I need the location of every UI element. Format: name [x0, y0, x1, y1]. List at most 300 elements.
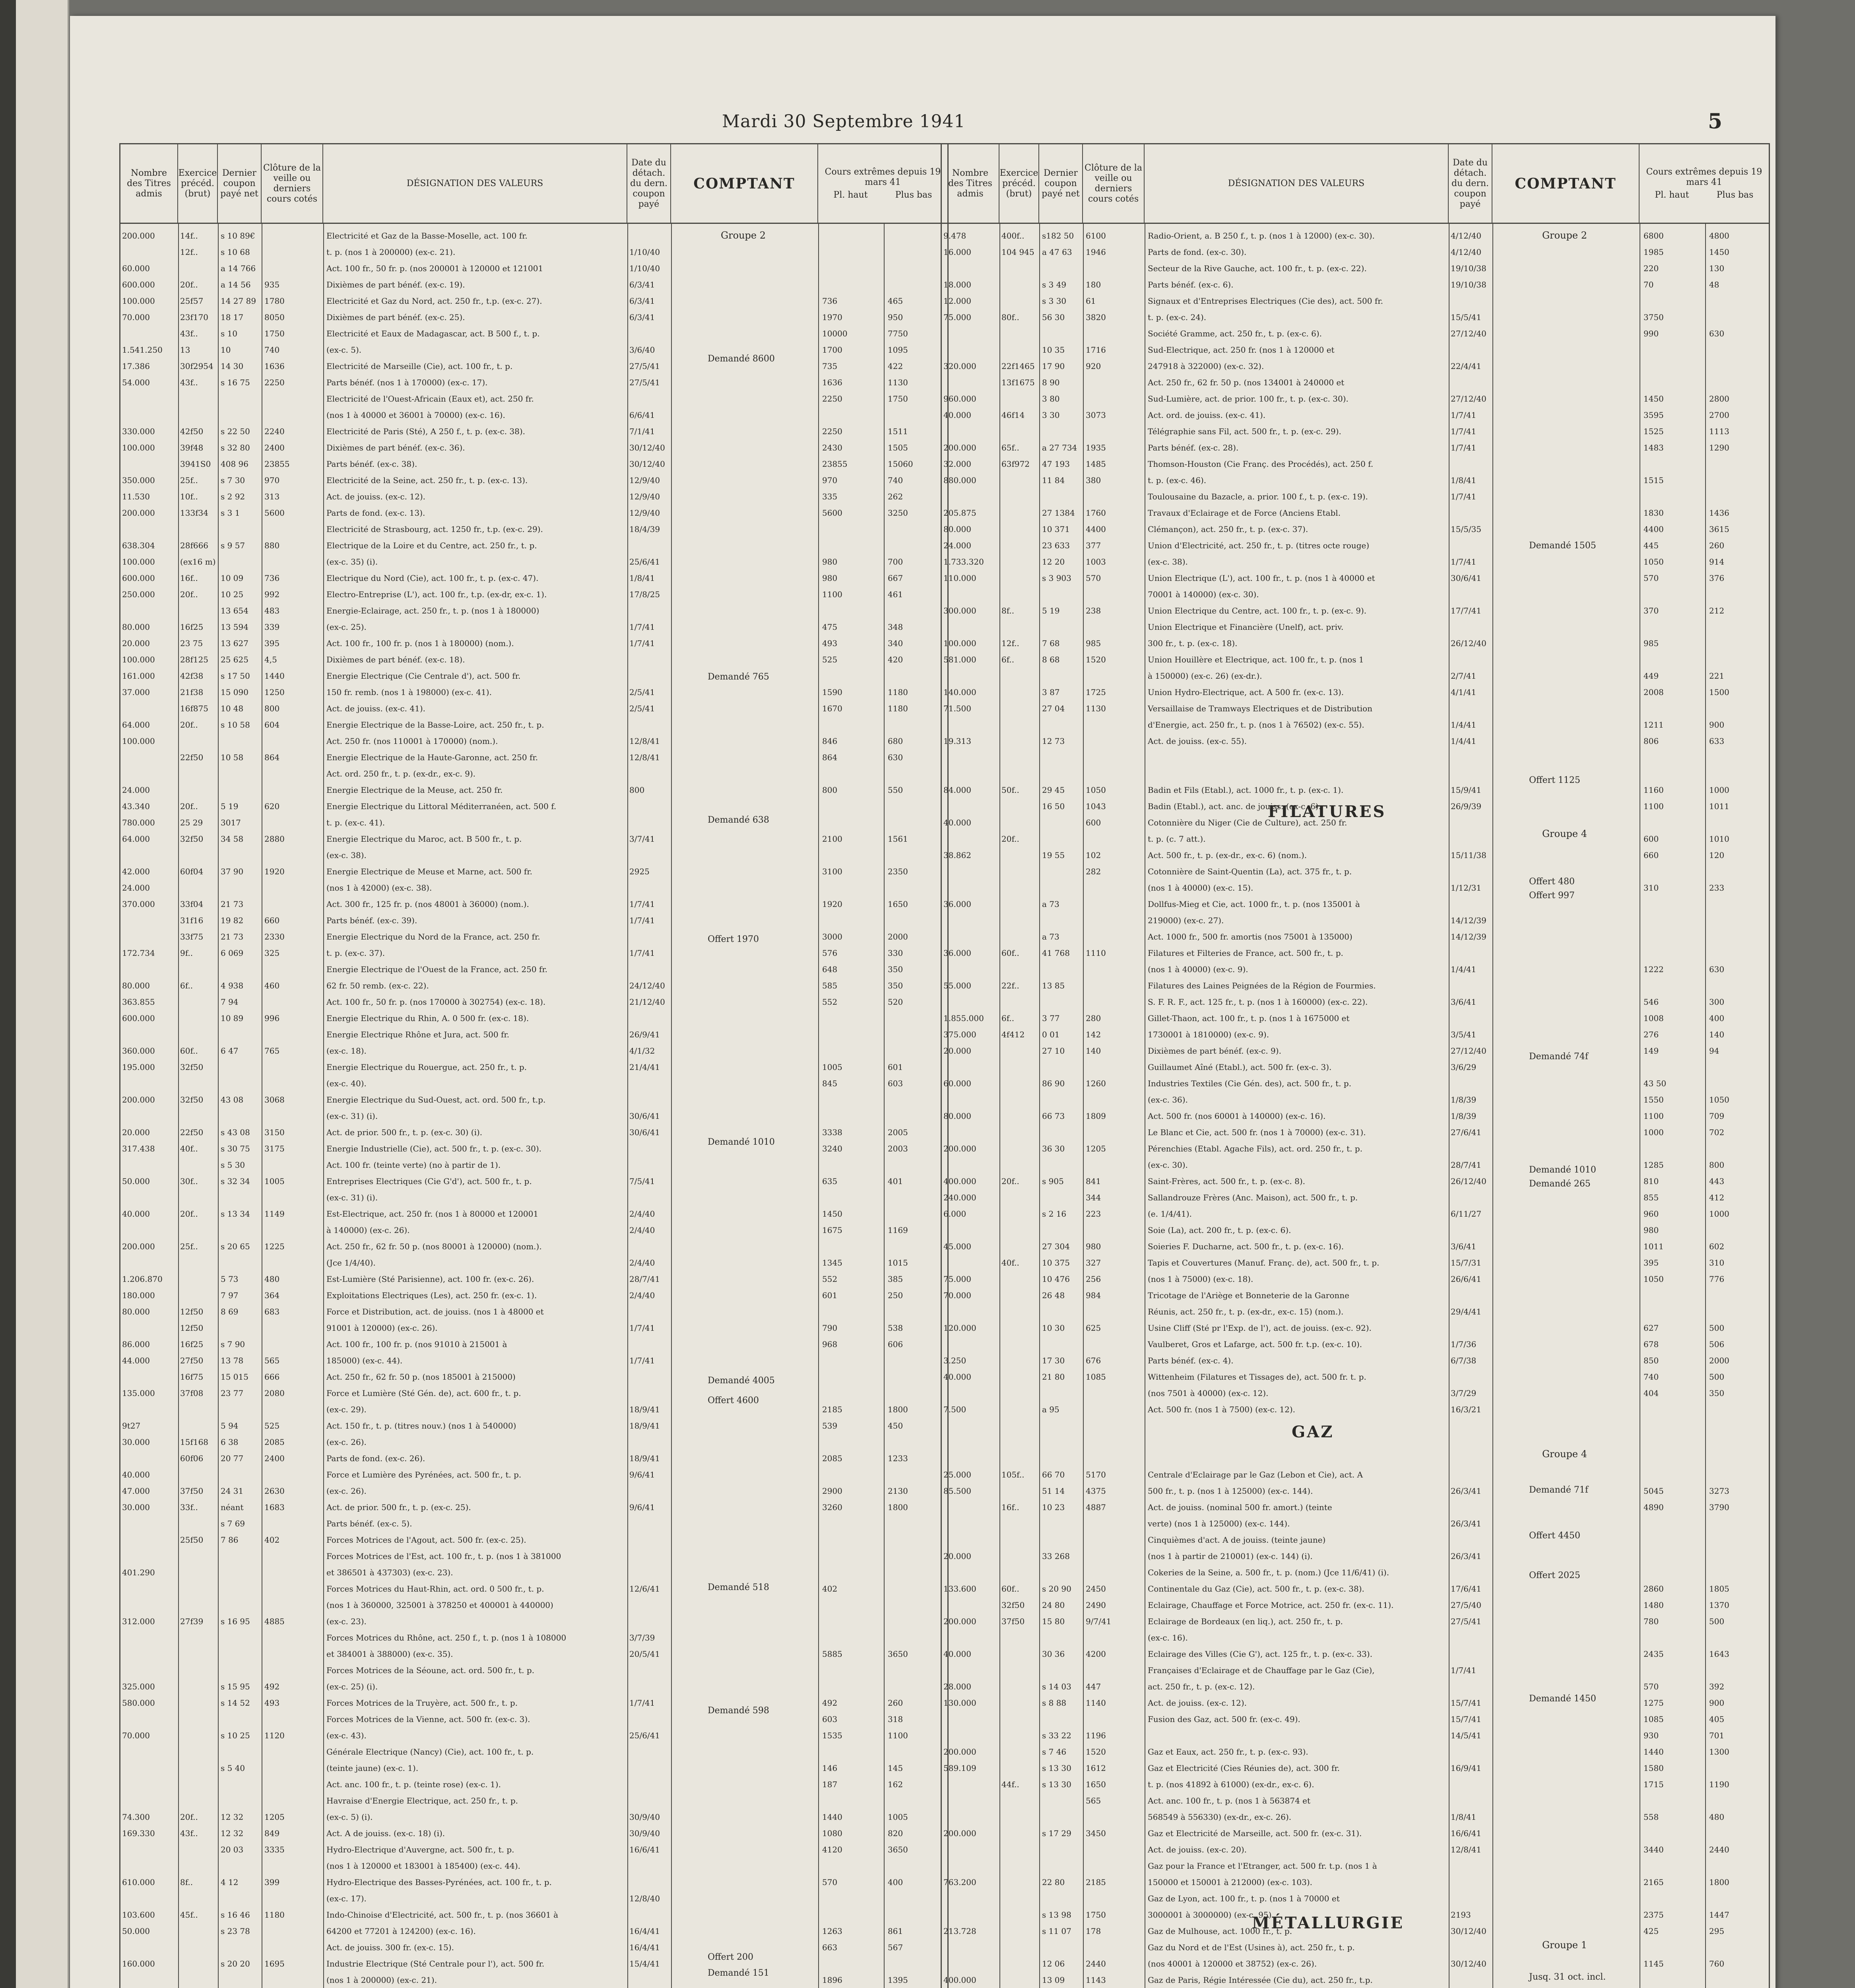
- table-row: [942, 1597, 1769, 1613]
- date-cell: 15/9/41: [1451, 785, 1482, 795]
- titres-cell: 70.000: [943, 1291, 971, 1300]
- date-cell: 6/6/41: [629, 410, 655, 420]
- coupon-cell: 7 68: [1042, 639, 1060, 648]
- date-cell: 30/6/41: [629, 1128, 660, 1137]
- plus-haut-cell: 1100: [1643, 1111, 1664, 1121]
- cloture-cell: 1149: [264, 1209, 285, 1219]
- designation-cell: 185000) (ex-c. 44).: [326, 1356, 403, 1365]
- table-row: [120, 1646, 947, 1662]
- cloture-cell: 2240: [264, 427, 285, 436]
- plus-bas-cell: 330: [888, 948, 903, 958]
- plus-bas-cell: 1805: [1709, 1584, 1729, 1594]
- table-row: [942, 1891, 1769, 1907]
- coupon-cell: 15 80: [1042, 1617, 1065, 1626]
- cloture-cell: 178: [1086, 1926, 1101, 1936]
- date-cell: 12/8/40: [629, 1894, 660, 1903]
- titres-cell: 100.000: [122, 296, 155, 306]
- designation-cell: Forces Motrices de la Vienne, act. 500 fr. (ex-c. 3).: [326, 1714, 530, 1724]
- cloture-cell: 4887: [1086, 1503, 1106, 1512]
- titres-cell: 960.000: [943, 394, 976, 404]
- coupon-cell: 13 594: [221, 622, 248, 632]
- offer-note: Offert 2025: [1529, 1571, 1581, 1580]
- col-exercice-header: Exercice précéd. (brut): [178, 144, 218, 224]
- offer-note: Demandé 1505: [1529, 541, 1596, 551]
- plus-bas-cell: 1800: [888, 1503, 908, 1512]
- date-cell: 18/9/41: [629, 1454, 660, 1463]
- coupon-cell: s 14 03: [1042, 1682, 1071, 1691]
- table-row: [942, 1418, 1769, 1434]
- plus-bas-cell: 385: [888, 1274, 903, 1284]
- designation-cell: Act. de jouiss. (ex-c. 20).: [1148, 1845, 1247, 1854]
- plus-bas-cell: 1290: [1709, 443, 1729, 452]
- table-row: [120, 912, 947, 929]
- titres-cell: 1.541.250: [122, 345, 163, 355]
- table-row: [942, 1662, 1769, 1679]
- offer-note: Offert 200: [708, 1952, 754, 1962]
- cloture-cell: 1750: [264, 329, 285, 338]
- designation-cell: (ex-c. 31) (i).: [326, 1193, 378, 1202]
- date-cell: 1/7/41: [1451, 557, 1477, 567]
- designation-cell: Hydro-Electrique des Basses-Pyrénées, act. 100 fr., t. p.: [326, 1877, 552, 1887]
- plus-haut-cell: 1005: [822, 1062, 842, 1072]
- plus-haut-cell: 3100: [822, 867, 842, 876]
- col-cloture-header: Clôture de la veille ou derniers cours cotés: [1083, 144, 1145, 224]
- cloture-cell: 3175: [264, 1144, 285, 1153]
- cloture-cell: 282: [1086, 867, 1101, 876]
- cloture-cell: 61: [1086, 296, 1096, 306]
- designation-cell: Electricité de Marseille (Cie), act. 100 fr., t. p.: [326, 361, 513, 371]
- table-row: [120, 1776, 947, 1793]
- cloture-cell: 1003: [1086, 557, 1106, 567]
- designation-cell: Filatures et Filteries de France, act. 500 fr., t. p.: [1148, 948, 1343, 958]
- date-cell: 16/4/41: [629, 1943, 660, 1952]
- designation-cell: Sallandrouze Frères (Anc. Maison), act. 500 fr., t. p.: [1148, 1193, 1358, 1202]
- designation-cell: (ex-c. 5) (i).: [326, 1812, 373, 1822]
- designation-cell: 568549 à 556330) (ex-dr., ex-c. 26).: [1148, 1812, 1292, 1822]
- plus-bas-cell: 606: [888, 1340, 903, 1349]
- designation-cell: Eclairage de Bordeaux (en liq.), act. 250 fr., t. p.: [1148, 1617, 1343, 1626]
- titres-cell: 80.000: [122, 622, 150, 632]
- cloture-cell: 280: [1086, 1013, 1101, 1023]
- designation-cell: Electricité et Gaz de la Basse-Moselle, act. 100 fr.: [326, 231, 528, 241]
- plus-bas-cell: 262: [888, 492, 903, 501]
- plus-bas-cell: 260: [888, 1698, 903, 1708]
- plus-bas-cell: 1511: [888, 427, 908, 436]
- plus-haut-cell: 493: [822, 639, 838, 648]
- titres-cell: 70.000: [122, 1731, 150, 1740]
- date-cell: 15/11/38: [1451, 850, 1486, 860]
- exercice-cell: 12f..: [180, 247, 198, 257]
- exercice-cell: 21f38: [180, 687, 204, 697]
- designation-cell: 91001 à 120000) (ex-c. 26).: [326, 1323, 438, 1333]
- plus-haut-cell: 1590: [822, 687, 842, 697]
- exercice-cell: 42f50: [180, 427, 204, 436]
- table-row: [120, 717, 947, 733]
- coupon-cell: a 27 734: [1042, 443, 1077, 452]
- plus-bas-cell: 465: [888, 296, 903, 306]
- section-title-metallurgie: MÉTALLURGIE: [1252, 1914, 1404, 1932]
- plus-haut-cell: 3260: [822, 1503, 842, 1512]
- plus-bas-cell: 820: [888, 1829, 903, 1838]
- titres-cell: 38.862: [943, 850, 971, 860]
- plus-haut-cell: 1985: [1643, 247, 1664, 257]
- cloture-cell: 142: [1086, 1030, 1101, 1039]
- exercice-cell: 43f..: [180, 329, 198, 338]
- titres-cell: 360.000: [122, 1046, 155, 1056]
- plus-haut-cell: 2375: [1643, 1910, 1664, 1920]
- designation-cell: (ex-c. 31) (i).: [326, 1111, 378, 1121]
- designation-cell: Dixièmes de part bénéf. (ex-c. 25).: [326, 313, 465, 322]
- exercice-cell: 12f..: [1001, 639, 1019, 648]
- date-cell: 4/1/41: [1451, 687, 1477, 697]
- coupon-cell: s 7 46: [1042, 1747, 1067, 1757]
- coupon-cell: 27 10: [1042, 1046, 1065, 1056]
- plus-haut-cell: 1670: [822, 704, 842, 713]
- table-row: [120, 1842, 947, 1858]
- plus-haut-cell: 5885: [822, 1649, 842, 1659]
- titres-cell: 7.500: [943, 1405, 966, 1414]
- table-row: [120, 1907, 947, 1923]
- plus-bas-cell: 2000: [888, 932, 908, 942]
- col-exercice-header: Exercice précéd. (brut): [999, 144, 1039, 224]
- table-row: [942, 1385, 1769, 1402]
- coupon-cell: 41 768: [1042, 948, 1070, 958]
- coupon-cell: s 32 34: [221, 1176, 250, 1186]
- col-comptant-header: COMPTANT: [1492, 144, 1640, 224]
- coupon-cell: 13 85: [1042, 981, 1065, 990]
- coupon-cell: s 11 07: [1042, 1926, 1071, 1936]
- titres-cell: 213.728: [943, 1926, 976, 1936]
- exercice-cell: 25f..: [180, 476, 198, 485]
- table-row: [942, 961, 1769, 978]
- date-cell: 1/7/41: [629, 899, 655, 909]
- plus-haut-cell: 146: [822, 1763, 838, 1773]
- coupon-cell: 19 55: [1042, 850, 1065, 860]
- table-row: [942, 1516, 1769, 1532]
- table-row: [942, 1369, 1769, 1385]
- cloture-cell: 9/7/41: [1086, 1617, 1112, 1626]
- titres-cell: 780.000: [122, 818, 155, 827]
- exercice-cell: 42f38: [180, 671, 204, 681]
- cloture-cell: 364: [264, 1291, 280, 1300]
- cloture-cell: 736: [264, 573, 280, 583]
- plus-bas-cell: 318: [888, 1714, 903, 1724]
- titres-cell: 36.000: [943, 899, 971, 909]
- plus-bas-cell: 1095: [888, 345, 908, 355]
- designation-cell: 70001 à 140000) (ex-c. 30).: [1148, 590, 1259, 599]
- date-cell: 27/5/40: [1451, 1600, 1482, 1610]
- designation-cell: Act. de prior. 500 fr., t. p. (ex-c. 30) (i).: [326, 1128, 483, 1137]
- plus-haut-cell: 370: [1643, 606, 1659, 615]
- plus-haut-cell: 1535: [822, 1731, 842, 1740]
- titres-cell: 44.000: [122, 1356, 150, 1365]
- table-row: [120, 1206, 947, 1222]
- plus-haut-cell: 10000: [822, 329, 848, 338]
- exercice-cell: 43f..: [180, 378, 198, 387]
- designation-cell: Filatures des Laines Peignées de la Région de Fourmies.: [1148, 981, 1376, 990]
- table-row: [942, 1548, 1769, 1565]
- designation-cell: Energie Electrique du Rhin, A. 0 500 fr. (ex-c. 18).: [326, 1013, 529, 1023]
- coupon-cell: 19 82: [221, 916, 244, 925]
- titres-cell: 12.000: [943, 296, 971, 306]
- titres-cell: 86.000: [122, 1340, 150, 1349]
- coupon-cell: 33 268: [1042, 1551, 1070, 1561]
- plus-haut-cell: 806: [1643, 736, 1659, 746]
- designation-cell: Energie Electrique Rhône et Jura, act. 500 fr.: [326, 1030, 510, 1039]
- exercice-cell: 27f39: [180, 1617, 204, 1626]
- table-row: [942, 472, 1769, 489]
- coupon-cell: 22 80: [1042, 1877, 1065, 1887]
- exercice-cell: 16f..: [180, 573, 198, 583]
- plus-bas-cell: 506: [1709, 1340, 1725, 1349]
- plus-haut-cell: 930: [1643, 1731, 1659, 1740]
- table-row: [120, 228, 947, 244]
- coupon-cell: s 7 69: [221, 1519, 245, 1528]
- date-cell: 3/6/41: [1451, 1242, 1477, 1251]
- table-row: [942, 1776, 1769, 1793]
- table-row: [120, 978, 947, 994]
- plus-haut-cell: 585: [822, 981, 838, 990]
- date-cell: 1/7/41: [1451, 1666, 1477, 1675]
- titres-cell: 180.000: [122, 1291, 155, 1300]
- plus-bas-cell: 1370: [1709, 1600, 1729, 1610]
- table-row: [120, 309, 947, 326]
- designation-cell: Cotonnière de Saint-Quentin (La), act. 375 fr., t. p.: [1148, 867, 1352, 876]
- date-cell: 3/5/41: [1451, 1030, 1477, 1039]
- cloture-cell: 447: [1086, 1682, 1101, 1691]
- designation-cell: t. p. (ex-c. 24).: [1148, 313, 1207, 322]
- coupon-cell: 4 938: [221, 981, 244, 990]
- exercice-cell: 22f50: [180, 1128, 204, 1137]
- titres-cell: 320.000: [943, 361, 976, 371]
- plus-haut-cell: 1920: [822, 899, 842, 909]
- exercice-cell: 37f50: [180, 1486, 204, 1496]
- designation-cell: Gaz et Electricité de Marseille, act. 500 fr. (ex-c. 31).: [1148, 1829, 1362, 1838]
- cloture-cell: 1005: [264, 1176, 285, 1186]
- plus-haut-cell: 1675: [822, 1225, 842, 1235]
- titres-cell: 75.000: [943, 1274, 971, 1284]
- plus-haut-cell: 1050: [1643, 557, 1664, 567]
- table-row: [120, 603, 947, 619]
- titres-cell: 100.000: [122, 655, 155, 664]
- plus-haut-cell: 2100: [822, 834, 842, 844]
- date-cell: 27/12/40: [1451, 329, 1486, 338]
- coupon-cell: s 10: [221, 329, 238, 338]
- designation-cell: 150 fr. remb. (nos 1 à 198000) (ex-c. 41).: [326, 687, 492, 697]
- plus-haut-cell: 1345: [822, 1258, 842, 1268]
- table-row: [942, 1320, 1769, 1336]
- titres-cell: 638.304: [122, 541, 155, 550]
- designation-cell: 300 fr., t. p. (ex-c. 18).: [1148, 639, 1238, 648]
- coupon-cell: 20 77: [221, 1454, 244, 1463]
- coupon-cell: 12 20: [1042, 557, 1065, 567]
- designation-cell: Act. de jouiss. (nominal 500 fr. amort.) (teinte: [1148, 1503, 1332, 1512]
- table-row: [120, 668, 947, 684]
- coupon-cell: 3 87: [1042, 687, 1060, 697]
- exercice-cell: 25f57: [180, 296, 204, 306]
- designation-cell: Dixièmes de part bénéf. (ex-c. 19).: [326, 280, 465, 289]
- designation-cell: Act. 500 fr. (nos 1 à 7500) (ex-c. 12).: [1148, 1405, 1296, 1414]
- designation-cell: Act. 250 fr., 62 fr. 50 p. (nos 185001 à 215000): [326, 1372, 516, 1382]
- plus-haut-cell: 449: [1643, 671, 1659, 681]
- date-cell: 12/9/40: [629, 492, 660, 501]
- table-row: [120, 1972, 947, 1988]
- plus-bas-cell: 630: [1709, 965, 1725, 974]
- titres-cell: 9.478: [943, 231, 966, 241]
- titres-cell: 50.000: [122, 1926, 150, 1936]
- table-row: [120, 456, 947, 472]
- exercice-cell: 60f04: [180, 867, 204, 876]
- table-row: [120, 1728, 947, 1744]
- exercice-cell: 16f75: [180, 1372, 204, 1382]
- coupon-cell: 10 25: [221, 590, 244, 599]
- plus-bas-cell: 567: [888, 1943, 903, 1952]
- plus-haut-cell: 790: [822, 1323, 838, 1333]
- plus-haut-cell: 1970: [822, 313, 842, 322]
- coupon-cell: s 2 16: [1042, 1209, 1067, 1219]
- table-row: [942, 1206, 1769, 1222]
- plus-bas-cell: 1180: [888, 687, 908, 697]
- table-row: [942, 717, 1769, 733]
- coupon-cell: s 3 49: [1042, 280, 1067, 289]
- date-cell: 12/8/41: [629, 753, 660, 762]
- plus-haut-cell: 276: [1643, 1030, 1659, 1039]
- table-row: [120, 1809, 947, 1825]
- date-cell: 26/9/41: [629, 1030, 660, 1039]
- exercice-cell: 16f25: [180, 1340, 204, 1349]
- table-row: [942, 782, 1769, 798]
- titres-cell: 43.340: [122, 802, 150, 811]
- plus-bas-cell: 443: [1709, 1176, 1725, 1186]
- table-row: [120, 864, 947, 880]
- date-cell: 30/12/40: [1451, 1926, 1486, 1936]
- cloture-cell: 1143: [1086, 1975, 1106, 1985]
- plus-haut-cell: 845: [822, 1079, 838, 1088]
- coupon-cell: s 10 25: [221, 1731, 250, 1740]
- table-row: [120, 1956, 947, 1972]
- titres-cell: 140.000: [943, 687, 976, 697]
- titres-cell: 60.000: [943, 1079, 971, 1088]
- coupon-cell: a 73: [1042, 932, 1059, 942]
- exercice-cell: 60f06: [180, 1454, 204, 1463]
- exercice-cell: 45f..: [180, 1910, 198, 1920]
- designation-cell: Act. 500 fr. (nos 60001 à 140000) (ex-c. 16).: [1148, 1111, 1326, 1121]
- cloture-cell: 1120: [264, 1731, 285, 1740]
- designation-cell: 1730001 à 1810000) (ex-c. 9).: [1148, 1030, 1269, 1039]
- date-cell: 6/7/38: [1451, 1356, 1477, 1365]
- previous-page-edge: [16, 0, 69, 1988]
- exercice-cell: 46f14: [1001, 410, 1025, 420]
- plus-bas-cell: 701: [1709, 1731, 1725, 1740]
- plus-bas-cell: 709: [1709, 1111, 1725, 1121]
- plus-haut-cell: 5045: [1643, 1486, 1664, 1496]
- plus-haut-cell: 968: [822, 1340, 838, 1349]
- designation-cell: Gaz de Lyon, act. 100 fr., t. p. (nos 1 à 70000 et: [1148, 1894, 1340, 1903]
- cloture-cell: 1935: [1086, 443, 1106, 452]
- titres-cell: 3.250: [943, 1356, 966, 1365]
- exercice-cell: 25 29: [180, 818, 203, 827]
- coupon-cell: 3017: [221, 818, 241, 827]
- date-cell: 28/7/41: [1451, 1160, 1482, 1170]
- plus-haut-cell: 2435: [1643, 1649, 1664, 1659]
- cloture-cell: 984: [1086, 1291, 1101, 1300]
- designation-cell: Act. 100 fr. (teinte verte) (no à partir de 1).: [326, 1160, 501, 1170]
- exercice-cell: 22f1465: [1001, 361, 1035, 371]
- designation-cell: 62 fr. 50 remb. (ex-c. 22).: [326, 981, 429, 990]
- cours-extremes-label: Cours extrêmes depuis 19 mars 41: [1646, 167, 1762, 187]
- coupon-cell: 37 90: [221, 867, 244, 876]
- date-cell: 21/4/41: [629, 1062, 660, 1072]
- cloture-cell: 4400: [1086, 524, 1106, 534]
- plus-haut-label: Pl. haut: [833, 190, 868, 200]
- titres-cell: 25.000: [943, 1470, 971, 1479]
- page-date: Mardi 30 Septembre 1941: [722, 111, 966, 132]
- table-row: [942, 652, 1769, 668]
- designation-cell: d'Energie, act. 250 fr., t. p. (nos 1 à 76502) (ex-c. 55).: [1148, 720, 1364, 730]
- designation-cell: (ex-c. 30).: [1148, 1160, 1188, 1170]
- titres-cell: 160.000: [122, 1959, 155, 1969]
- table-row: [120, 1239, 947, 1255]
- table-row: [942, 440, 1769, 456]
- table-row: [942, 1157, 1769, 1173]
- plus-haut-cell: 23855: [822, 459, 848, 469]
- right-stock-table: [941, 143, 1770, 1988]
- date-cell: 20/5/41: [629, 1649, 660, 1659]
- cloture-cell: 1920: [264, 867, 285, 876]
- plus-bas-cell: 2350: [888, 867, 908, 876]
- designation-cell: Electricité de la Seine, act. 250 fr., t. p. (ex-c. 13).: [326, 476, 528, 485]
- cloture-cell: 2330: [264, 932, 285, 942]
- designation-cell: (nos 1 à 360000, 325001 à 378250 et 400001 à 440000): [326, 1600, 553, 1610]
- date-cell: 26/3/41: [1451, 1551, 1482, 1561]
- plus-haut-cell: 980: [822, 557, 838, 567]
- cloture-cell: 1485: [1086, 459, 1106, 469]
- date-cell: 1/7/41: [1451, 443, 1477, 452]
- date-cell: 1/8/41: [1451, 1812, 1477, 1822]
- cloture-cell: 223: [1086, 1209, 1101, 1219]
- cloture-cell: 570: [1086, 573, 1101, 583]
- table-row: [120, 1353, 947, 1369]
- coupon-cell: s182 50: [1042, 231, 1074, 241]
- designation-cell: Dollfus-Mieg et Cie, act. 1000 fr., t. p. (nos 135001 à: [1148, 899, 1360, 909]
- plus-haut-cell: 552: [822, 1274, 838, 1284]
- designation-cell: Télégraphie sans Fil, act. 500 fr., t. p. (ex-c. 29).: [1148, 427, 1341, 436]
- coupon-cell: s 8 88: [1042, 1698, 1067, 1708]
- exercice-cell: 22f..: [1001, 981, 1019, 990]
- coupon-cell: s 23 78: [221, 1926, 250, 1936]
- titres-cell: 600.000: [122, 1013, 155, 1023]
- cloture-cell: 2490: [1086, 1600, 1106, 1610]
- plus-bas-cell: 700: [888, 557, 903, 567]
- date-cell: 800: [629, 785, 645, 795]
- table-row: [120, 326, 947, 342]
- table-row: [120, 684, 947, 701]
- offer-note: Demandé 71f: [1529, 1485, 1589, 1495]
- table-row: [942, 1728, 1769, 1744]
- designation-cell: Act. 300 fr., 125 fr. p. (nos 48001 à 36000) (nom.).: [326, 899, 529, 909]
- col-titres-header: Nombre des Titres admis: [120, 144, 178, 224]
- exercice-cell: 400f..: [1001, 231, 1025, 241]
- cloture-cell: 327: [1086, 1258, 1101, 1268]
- table-row: [120, 1222, 947, 1239]
- plus-bas-cell: 1100: [888, 1731, 908, 1740]
- plus-bas-cell: 538: [888, 1323, 903, 1333]
- table-row: [942, 260, 1769, 277]
- cloture-cell: 565: [1086, 1796, 1101, 1806]
- table-row: [120, 1059, 947, 1076]
- table-row: [942, 1907, 1769, 1923]
- coupon-cell: 27 04: [1042, 704, 1065, 713]
